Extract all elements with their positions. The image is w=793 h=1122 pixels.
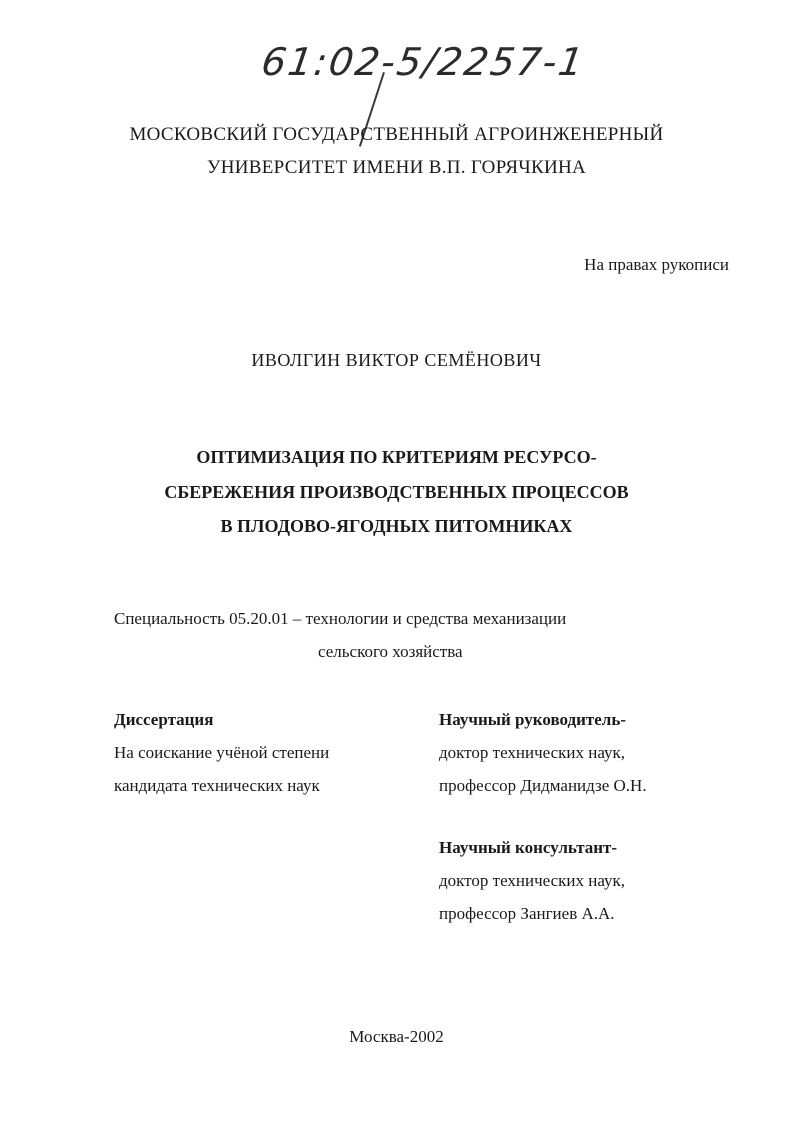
university-name-line1: МОСКОВСКИЙ ГОСУДАРСТВЕННЫЙ АГРОИНЖЕНЕРНЫЙ xyxy=(129,124,664,145)
supervisor-name: профессор Дидманидзе О.Н. xyxy=(439,776,647,795)
supervisor-heading: Научный руководитель- xyxy=(439,710,626,729)
thesis-title-line3: В ПЛОДОВО-ЯГОДНЫХ ПИТОМНИКАХ xyxy=(220,516,573,536)
specialty-line2: сельского хозяйства xyxy=(318,642,463,661)
consultant-name: профессор Зангиев А.А. xyxy=(439,904,615,923)
dissertation-line2: кандидата технических наук xyxy=(114,776,320,795)
city-year: Москва-2002 xyxy=(349,1027,444,1046)
thesis-title-line1: ОПТИМИЗАЦИЯ ПО КРИТЕРИЯМ РЕСУРСО- xyxy=(196,447,597,467)
dissertation-block xyxy=(114,703,329,802)
consultant-heading: Научный консультант- xyxy=(439,838,618,857)
dissertation-line1: На соискание учёной степени xyxy=(114,743,330,762)
dissertation-heading: Диссертация xyxy=(114,710,214,729)
manuscript-rights: На правах рукописи xyxy=(584,255,729,274)
consultant-degree: доктор технических наук, xyxy=(439,871,626,890)
university-name-line2: УНИВЕРСИТЕТ ИМЕНИ В.П. ГОРЯЧКИНА xyxy=(206,157,587,178)
supervisor-degree: доктор технических наук, xyxy=(439,743,626,762)
archive-stamp: 61:02-5/2257-1 xyxy=(258,40,588,84)
author-name: ИВОЛГИН ВИКТОР СЕМЁНОВИЧ xyxy=(251,350,542,370)
thesis-title-line2: СБЕРЕЖЕНИЯ ПРОИЗВОДСТВЕННЫХ ПРОЦЕССОВ xyxy=(164,482,629,502)
specialty-line1: Специальность 05.20.01 – технологии и средства механизации xyxy=(114,609,567,628)
consultant-block xyxy=(439,831,625,930)
supervisor-block xyxy=(439,703,647,802)
